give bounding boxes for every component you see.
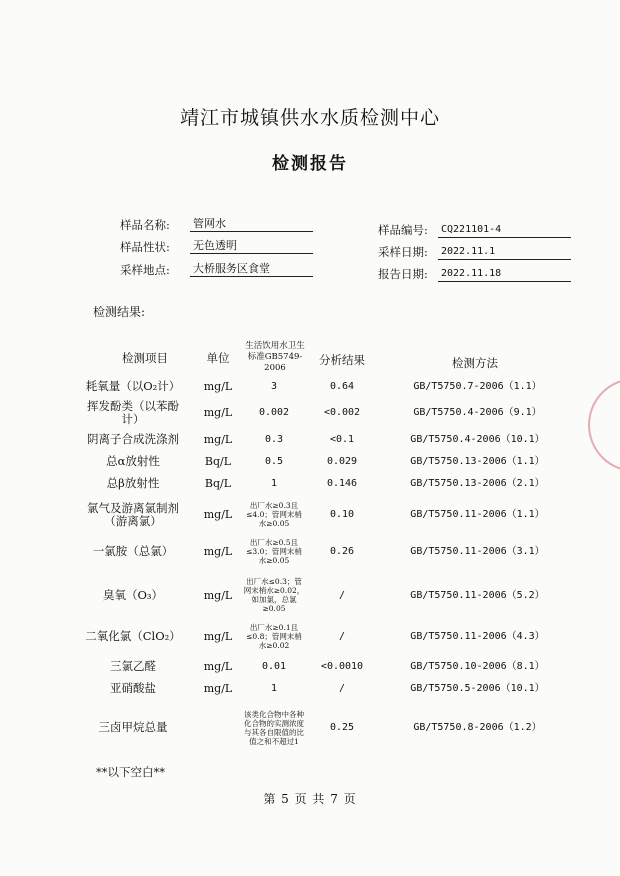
table-row bbox=[0, 452, 620, 470]
result-cell: 0.029 bbox=[326, 455, 358, 467]
method-cell: GB/T5750.13-2006（2.1） bbox=[410, 477, 545, 489]
unit-cell: mg/L bbox=[203, 681, 233, 695]
header-standard: 生活饮用水卫生标准GB5749-2006 bbox=[245, 341, 305, 373]
table-row bbox=[0, 430, 620, 448]
standard-cell: 出厂水≤0.3；管网末梢水≥0.02，如加氯，总氯≥0.05 bbox=[243, 577, 305, 613]
sampling-location-label: 采样地点: bbox=[120, 263, 170, 277]
table-row bbox=[0, 377, 620, 395]
header-result: 分析结果 bbox=[319, 353, 365, 367]
report-date-label: 报告日期: bbox=[378, 267, 428, 281]
item-cell: 臭氧（O₃） bbox=[102, 587, 164, 602]
table-row bbox=[0, 474, 620, 492]
table-row bbox=[0, 657, 620, 675]
item-cell: 三卤甲烷总量 bbox=[98, 720, 168, 734]
sample-number-value: CQ221101-4 bbox=[438, 222, 571, 238]
sample-state-value: 无色透明 bbox=[190, 238, 313, 254]
standard-cell: 0.3 bbox=[264, 433, 284, 445]
sampling-date-value: 2022.11.1 bbox=[438, 244, 571, 260]
standard-cell: 出厂水≥0.3且≤4.0；管网末梢水≥0.05 bbox=[246, 501, 302, 528]
unit-cell: mg/L bbox=[203, 659, 233, 673]
standard-cell: 0.01 bbox=[261, 660, 287, 672]
item-cell: 阴离子合成洗涤剂 bbox=[87, 431, 179, 446]
item-cell: 亚硝酸盐 bbox=[110, 680, 156, 695]
table-row bbox=[0, 700, 620, 755]
standard-cell: 0.5 bbox=[264, 455, 284, 467]
method-cell: GB/T5750.11-2006（4.3） bbox=[410, 630, 545, 642]
result-cell: <0.002 bbox=[323, 407, 361, 418]
standard-cell: 0.002 bbox=[258, 407, 290, 418]
method-cell: GB/T5750.4-2006（10.1） bbox=[410, 433, 545, 445]
item-cell: 一氯胺（总氯） bbox=[92, 544, 174, 558]
item-cell: 总β放射性 bbox=[106, 475, 160, 490]
result-cell: 0.25 bbox=[329, 722, 355, 733]
sampling-date-label: 采样日期: bbox=[378, 245, 428, 259]
item-cell: 二氧化氯（ClO₂） bbox=[85, 628, 181, 643]
standard-cell: 该类化合物中各种化合物的实测浓度与其各自限值的比值之和不超过1 bbox=[244, 709, 304, 746]
method-cell: GB/T5750.10-2006（8.1） bbox=[410, 660, 545, 672]
method-cell: GB/T5750.11-2006（1.1） bbox=[410, 509, 545, 520]
table-row bbox=[0, 679, 620, 697]
item-cell: 三氯乙醛 bbox=[110, 658, 156, 673]
unit-cell: mg/L bbox=[203, 508, 233, 521]
table-row bbox=[0, 535, 620, 568]
table-row bbox=[0, 399, 620, 426]
unit-cell: mg/L bbox=[203, 379, 233, 393]
result-cell: 0.10 bbox=[329, 509, 355, 520]
method-cell: GB/T5750.7-2006（1.1） bbox=[413, 380, 542, 392]
table-row bbox=[0, 620, 620, 652]
standard-cell: 1 bbox=[270, 477, 278, 489]
result-cell: <0.0010 bbox=[320, 660, 364, 672]
result-cell: 0.26 bbox=[329, 546, 355, 557]
item-cell: 挥发酚类（以苯酚计） bbox=[87, 398, 179, 426]
sample-name-value: 管网水 bbox=[190, 216, 313, 232]
unit-cell: mg/L bbox=[203, 406, 233, 419]
table-row bbox=[0, 575, 620, 615]
standard-cell: 出厂水≥0.1且≤0.8；管网末梢水≥0.02 bbox=[246, 622, 302, 650]
result-cell: <0.1 bbox=[329, 433, 355, 445]
unit-cell: Bq/L bbox=[204, 476, 232, 490]
item-cell: 氯气及游离氯制剂（游离氯） bbox=[87, 500, 179, 528]
item-cell: 总α放射性 bbox=[106, 453, 160, 468]
organization-name: 靖江市城镇供水水质检测中心 bbox=[179, 107, 440, 129]
sample-state-label: 样品性状: bbox=[120, 240, 170, 254]
method-cell: GB/T5750.4-2006（9.1） bbox=[413, 407, 542, 418]
standard-cell: 1 bbox=[270, 682, 278, 694]
header-unit: 单位 bbox=[206, 351, 230, 365]
unit-cell bbox=[198, 700, 238, 755]
unit-cell: mg/L bbox=[203, 629, 233, 643]
results-label: 检测结果: bbox=[93, 305, 146, 319]
method-cell: GB/T5750.11-2006（3.1） bbox=[410, 546, 545, 557]
unit-cell: Bq/L bbox=[204, 454, 232, 468]
standard-cell: 出厂水≥0.5且≤3.0；管网末梢水≥0.05 bbox=[246, 538, 302, 565]
page-footer: 第 5 页 共 7 页 bbox=[263, 792, 357, 806]
header-item: 检测项目 bbox=[122, 351, 168, 365]
end-of-data-mark: **以下空白** bbox=[96, 765, 165, 779]
unit-cell: mg/L bbox=[203, 432, 233, 446]
method-cell: GB/T5750.11-2006（5.2） bbox=[410, 589, 545, 601]
method-cell: GB/T5750.13-2006（1.1） bbox=[410, 455, 545, 467]
unit-cell: mg/L bbox=[203, 588, 233, 602]
standard-cell: 3 bbox=[270, 380, 278, 392]
method-cell: GB/T5750.8-2006（1.2） bbox=[413, 722, 542, 733]
method-cell: GB/T5750.5-2006（10.1） bbox=[410, 682, 545, 694]
item-cell: 耗氧量（以O₂计） bbox=[85, 378, 181, 393]
table-row bbox=[0, 498, 620, 531]
result-cell: 0.146 bbox=[326, 477, 358, 489]
report-date-value: 2022.11.18 bbox=[438, 266, 571, 282]
document-title: 检测报告 bbox=[272, 154, 348, 174]
result-cell: 0.64 bbox=[329, 380, 355, 392]
sampling-location-value: 大桥服务区食堂 bbox=[190, 261, 313, 277]
result-cell: / bbox=[338, 589, 346, 601]
result-cell: / bbox=[338, 630, 346, 642]
sample-name-label: 样品名称: bbox=[120, 218, 170, 232]
sample-number-label: 样品编号: bbox=[378, 223, 428, 237]
header-method: 检测方法 bbox=[452, 356, 498, 370]
result-cell: / bbox=[338, 682, 346, 694]
unit-cell: mg/L bbox=[203, 545, 233, 558]
